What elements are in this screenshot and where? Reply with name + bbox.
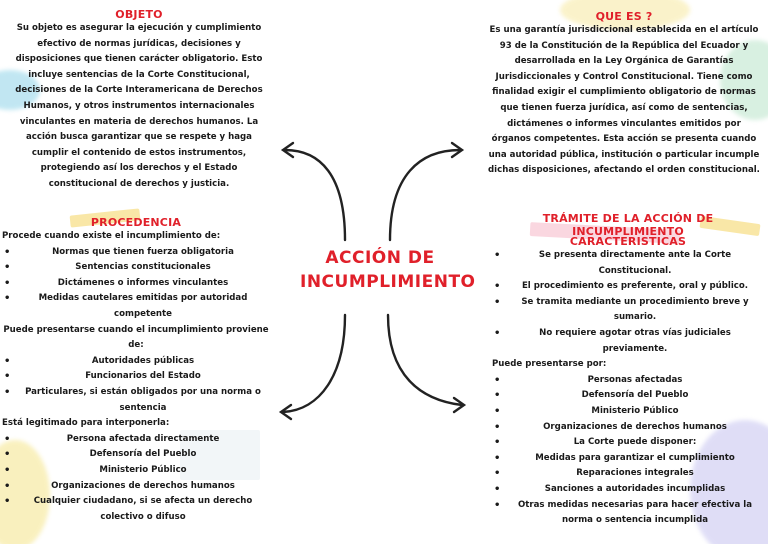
list-item: • Particulares, si están obligados por una norma o sentencia <box>2 385 270 416</box>
procedencia-intro-3: Está legitimado para interponerla: <box>2 418 170 429</box>
list-item: • Dictámenes o informes vinculantes <box>2 276 270 292</box>
tramite-list-1 <box>492 248 764 357</box>
list-item: • Ministerio Público <box>2 463 270 479</box>
procedencia-title: PROCEDENCIA <box>90 216 182 229</box>
list-item: • Medidas cautelares emitidas por autoridad competente <box>2 291 270 322</box>
center-title <box>300 246 476 294</box>
list-item: • Ministerio Público <box>492 404 764 420</box>
tramite-section <box>492 212 764 529</box>
que-es-text: Es una garantía jurisdiccional establecida en el artículo 93 de la Constitución de la República del Ecuador y desarrollada en la Ley Orgánica de Garantías Jurisdiccionales y Control Constitucional. Tiene como finalidad exigir el cumplimiento obligatorio de normas que tienen fuerza jurídica, así como de sentencias, dictámenes o informes vinculantes emitidos por órganos competentes. Esta acción se presenta cuando una autoridad pública, institución o particular incumple dichas disposiciones, afectando el orden constitucional. <box>488 25 760 176</box>
list-item: • Organizaciones de derechos humanos <box>2 479 270 495</box>
arrow-head-procedencia <box>281 405 291 419</box>
list-item: • Medidas para garantizar el cumplimiento <box>492 451 764 467</box>
arrow-to-tramite <box>388 315 462 405</box>
arrow-to-objeto <box>285 150 345 240</box>
list-item: • Reparaciones integrales <box>492 466 764 482</box>
que-es-section <box>488 10 760 179</box>
que-es-title: QUE ES ? <box>595 10 653 23</box>
tramite-subtitle: CARACTERISTICAS <box>569 235 687 248</box>
list-item: • Defensoría del Pueblo <box>2 447 270 463</box>
procedencia-intro-1: Procede cuando existe el incumplimiento de: <box>2 231 221 241</box>
list-item: • Cualquier ciudadano, si se afecta un derecho colectivo o difuso <box>2 494 270 525</box>
objeto-title: OBJETO <box>115 8 163 21</box>
list-item: • Sanciones a autoridades incumplidas <box>492 482 764 498</box>
list-item: • Otras medidas necesarias para hacer efectiva la norma o sentencia incumplida <box>492 498 764 529</box>
list-item: • Funcionarios del Estado <box>2 369 270 385</box>
tramite-list-2 <box>492 373 764 529</box>
procedencia-list-1 <box>2 245 270 323</box>
list-item: • No requiere agotar otras vías judiciales previamente. <box>492 326 764 357</box>
list-item: • Normas que tienen fuerza obligatoria <box>2 245 270 261</box>
list-item: • El procedimiento es preferente, oral y público. <box>492 279 764 295</box>
arrow-head-que-es <box>452 143 462 157</box>
tramite-intro-2: Puede presentarse por: <box>492 359 607 370</box>
list-item: • Se tramita mediante un procedimiento breve y sumario. <box>492 295 764 326</box>
objeto-section <box>8 8 270 193</box>
list-item: • Sentencias constitucionales <box>2 260 270 276</box>
procedencia-list-3 <box>2 432 270 526</box>
tramite-title: TRÁMITE DE LA ACCIÓN DE INCUMPLIMIENTO <box>542 212 714 238</box>
arrow-head-objeto <box>283 143 293 157</box>
arrow-to-que-es <box>390 150 460 240</box>
list-item: • Se presenta directamente ante la Corte Constitucional. <box>492 248 764 279</box>
list-item: • La Corte puede disponer: <box>492 435 764 451</box>
list-item: • Personas afectadas <box>492 373 764 389</box>
procedencia-section <box>2 216 270 525</box>
center-title-line1: ACCIÓN DE <box>325 248 435 268</box>
arrow-head-tramite <box>454 398 464 412</box>
center-title-line2: INCUMPLIMIENTO <box>300 272 476 292</box>
arrow-to-procedencia <box>283 315 345 412</box>
procedencia-list-2 <box>2 354 270 416</box>
list-item: • Persona afectada directamente <box>2 432 270 448</box>
list-item: • Autoridades públicas <box>2 354 270 370</box>
procedencia-intro-2: Puede presentarse cuando el incumplimiento proviene de: <box>3 324 269 351</box>
objeto-text: Su objeto es asegurar la ejecución y cumplimiento efectivo de normas jurídicas, decisiones y disposiciones que tienen carácter obligatorio. Esto incluye sentencias de la Corte Constitucional, decisiones de la Corte Interamericana de Derechos Humanos, y otros instrumentos internacionales vinculantes en materia de derechos humanos. La acción busca garantizar que se respete y haga cumplir el contenido de estos instrumentos, protegiendo así los derechos y el Estado constitucional de derechos y justicia. <box>15 23 263 189</box>
list-item: • Organizaciones de derechos humanos <box>492 420 764 436</box>
list-item: • Defensoría del Pueblo <box>492 388 764 404</box>
